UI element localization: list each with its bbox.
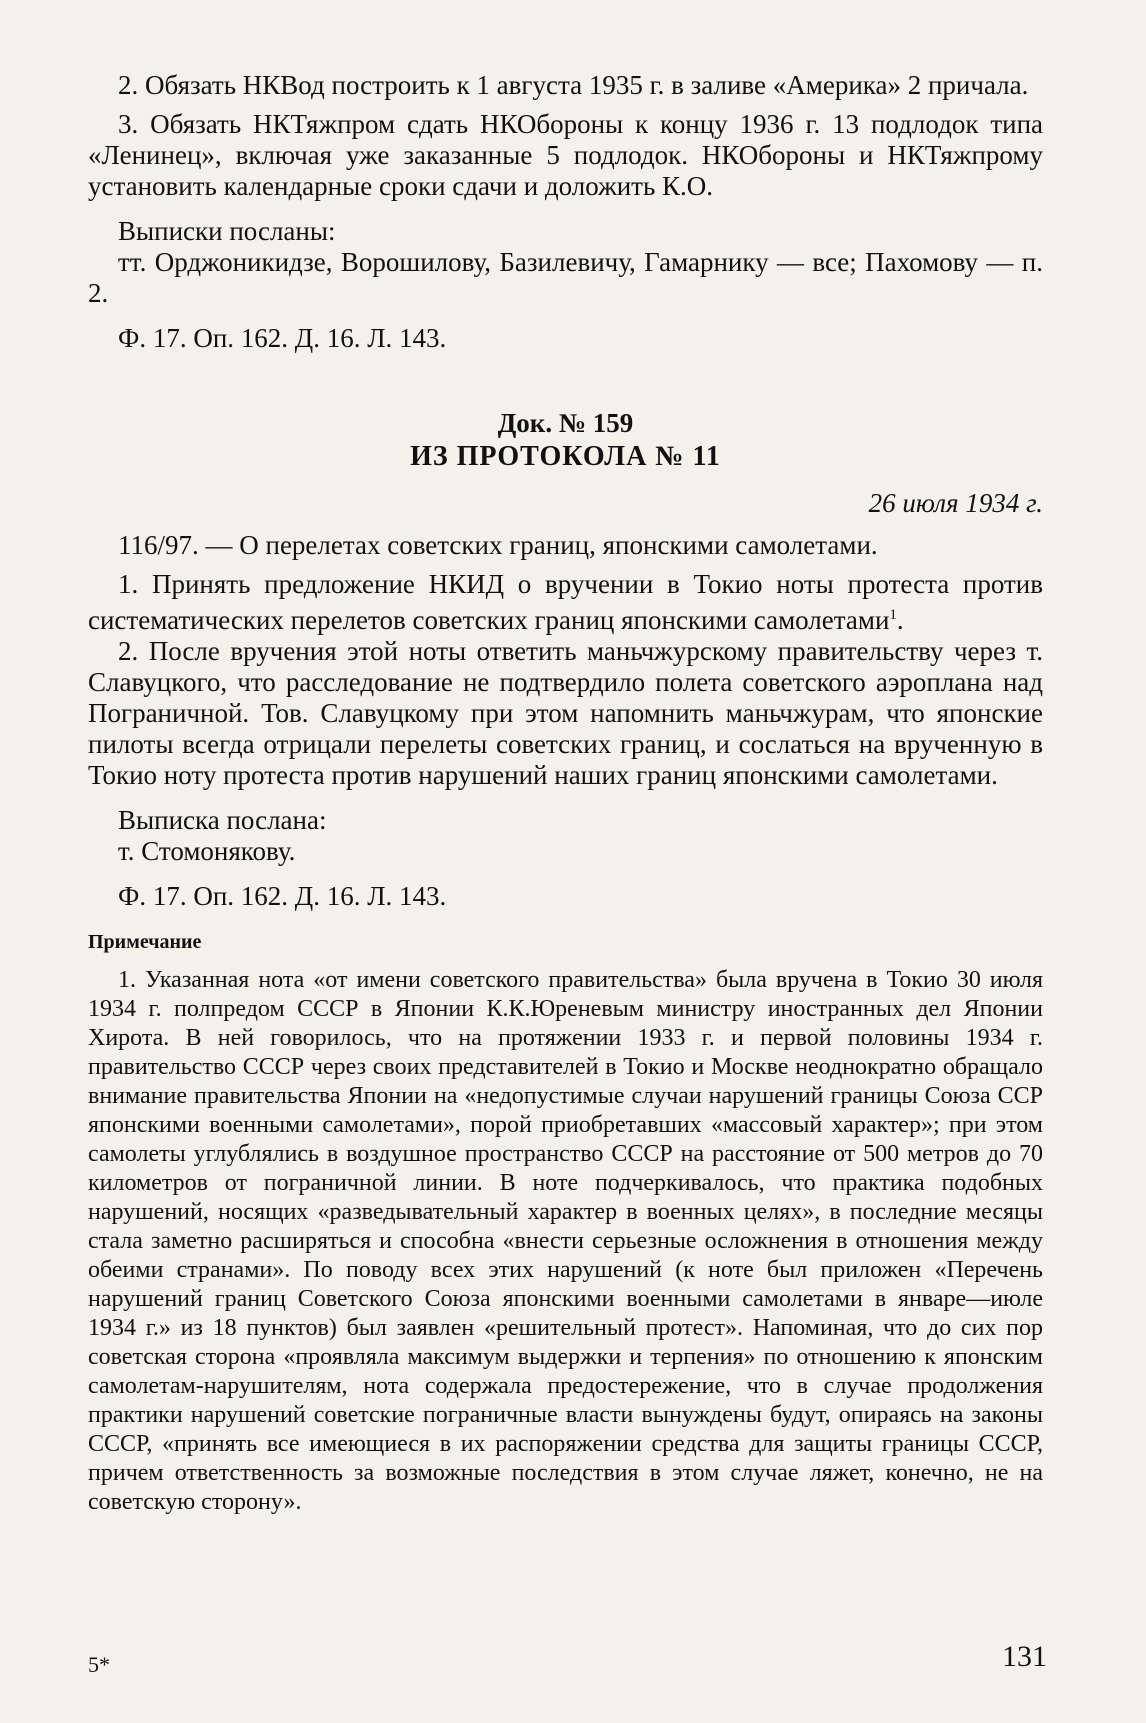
top-item-3: 3. Обязать НКТяжпром сдать НКОбороны к концу 1936 г. 13 подлодок типа «Ленинец», включая уже заказанные 5 подлодок. НКОбороны и НКТяжпрому установить календарные сроки сдачи и доложить К.О.	[88, 109, 1043, 201]
document-number: Док. № 159	[497, 408, 634, 438]
document-item-2: 2. После вручения этой ноты ответить маньчжурскому правительству через т. Славуцкого, что расследование не подтвердило полета советского аэроплана над Пограничной. Тов. Славуцкому при этом напомнить маньчжурам, что японские пилоты всегда отрицали перелеты советских границ, и сослаться на врученную в Токио ноту протеста против нарушений наших границ японскими самолетами.	[88, 636, 1043, 790]
footnote-marker: 1	[889, 607, 897, 623]
page-number: 131	[1002, 1640, 1047, 1673]
document-item-1	[88, 569, 1043, 636]
document-heading: 116/97. — О перелетах советских границ, японскими самолетами.	[118, 530, 878, 560]
signature-mark: 5*	[88, 1652, 110, 1677]
top-extracts-label: Выписки посланы:	[118, 216, 336, 246]
document-item-1-end: .	[896, 605, 904, 635]
top-archive-ref: Ф. 17. Оп. 162. Д. 16. Л. 143.	[118, 323, 447, 353]
document-extract-recipient: т. Стомонякову.	[118, 836, 296, 866]
note-text: 1. Указанная нота «от имени советского правительства» была вручена в Токио 30 июля 1934 г. полпредом СССР в Японии К.К.Юреневым министру иностранных дел Японии Хирота. В ней говорилось, что на протяжении 1933 г. и первой половины 1934 г. правительство СССР через своих представителей в Токио и Москве неоднократно обращало внимание правительства Японии на «недопустимые случаи нарушений границы Союза ССР японскими военными самолетами», порой приобретавших «массовый характер»; при этом самолеты углублялись в воздушное пространство СССР на расстояние от 500 метров до 70 километров от пограничной линии. В ноте подчеркивалось, что практика подобных нарушений, носящих «разведывательный характер в военных целях», в последние месяцы стала заметно расширяться и способна «внести серьезные осложнения в отношения между обеими странами». По поводу всех этих нарушений (к ноте был приложен «Перечень нарушений границ Советского Союза японскими военными самолетами в январе—июле 1934 г.» из 18 пунктов) был заявлен «решительный протест». Напоминая, что до сих пор советская сторона «проявляла максимум выдержки и терпения» по отношению к японским самолетам-нарушителям, нота содержала предостережение, что в случае продолжения практики нарушений советские пограничные власти вынуждены будут, опираясь на законы СССР, «принять все имеющиеся в их распоряжении средства для защиты границы СССР, причем ответственность за возможные последствия в этом случае ляжет, конечно, не на советскую сторону».	[88, 967, 1043, 1515]
document-extract-label: Выписка послана:	[118, 805, 327, 835]
document-archive-ref: Ф. 17. Оп. 162. Д. 16. Л. 143.	[118, 881, 447, 911]
document-title: ИЗ ПРОТОКОЛА № 11	[410, 441, 721, 472]
document-item-1-text: 1. Принять предложение НКИД о вручении в Токио ноты протеста против систематических перелетов советских границ японскими самолетами	[88, 569, 1043, 635]
page-content	[88, 70, 1043, 1517]
document-date: 26 июля 1934 г.	[868, 488, 1043, 518]
top-item-2: 2. Обязать НКВод построить к 1 августа 1935 г. в заливе «Америка» 2 причала.	[118, 70, 1029, 100]
note-heading: Примечание	[88, 931, 202, 953]
top-extracts-recipients: тт. Орджоникидзе, Ворошилову, Базилевичу, Гамарнику — все; Пахомову — п. 2.	[88, 247, 1043, 308]
